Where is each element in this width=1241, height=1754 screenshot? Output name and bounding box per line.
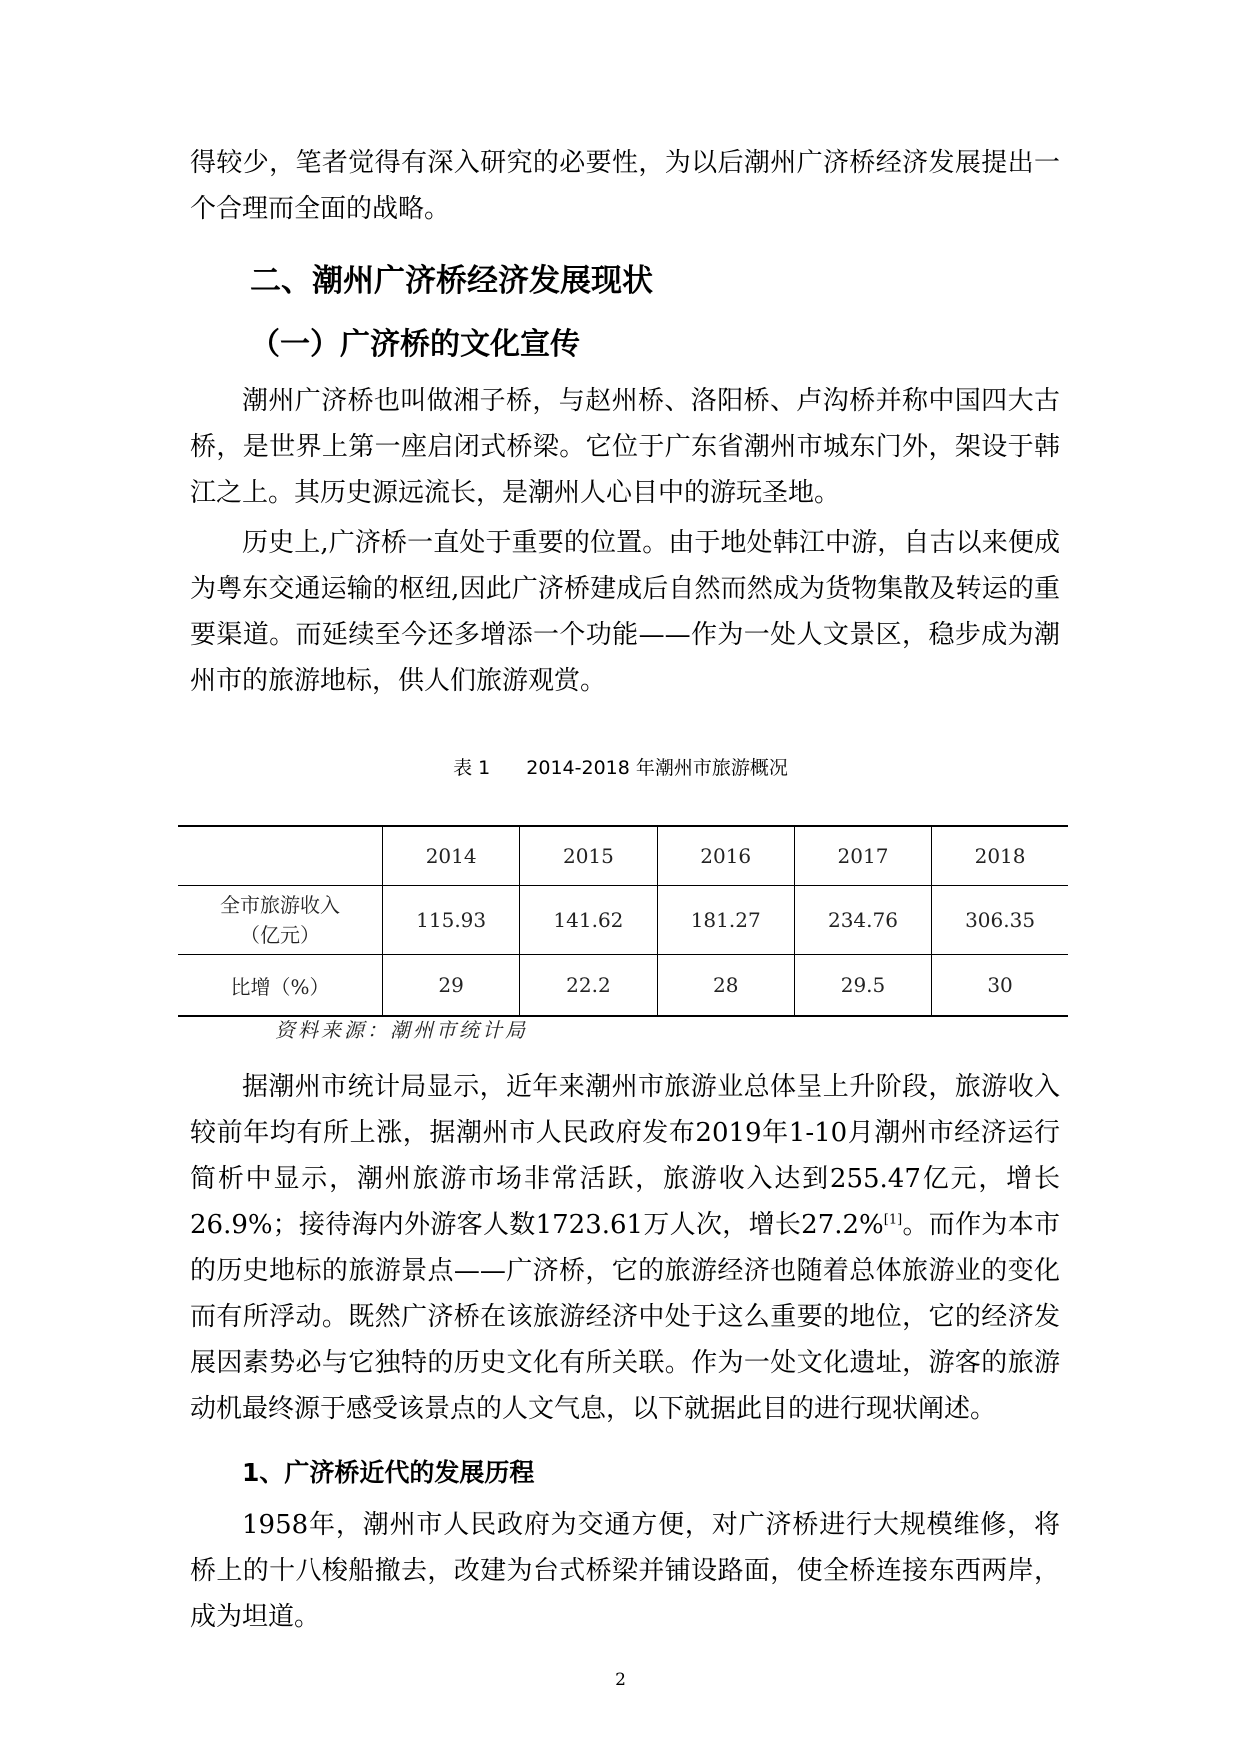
table-cell: 306.35: [932, 886, 1068, 955]
table-source-note: 资料来源：潮州市统计局: [275, 1018, 528, 1042]
table-cell: 30: [932, 955, 1068, 1017]
paragraph-statistics-part1: 据潮州市统计局显示，近年来潮州市旅游业总体呈上升阶段，旅游收入较前年均有所上涨，据潮州市人民政府发布2019年1-10月潮州市经济运行简析中显示，潮州旅游市场非常活跃，旅游收入达到255.47亿元，增长26.9%；接待海内外游客人数1723.61万人次，增长27.2%: [190, 1072, 1060, 1240]
subsection-heading: （一）广济桥的文化宣传: [250, 327, 580, 362]
table-cell: 181.27: [657, 886, 794, 955]
table-caption: [0, 754, 1241, 782]
tourism-table: [178, 825, 1068, 1017]
subsubsection-heading: 1、广济桥近代的发展历程: [242, 1458, 535, 1487]
paragraph-statistics-part2: 。而作为本市的历史地标的旅游景点——广济桥，它的旅游经济也随着总体旅游业的变化而有所浮动。既然广济桥在该旅游经济中处于这么重要的地位，它的经济发展因素势必与它独特的历史文化有所关联。作为一处文化遗址，游客的旅游动机最终源于感受该景点的人文气息，以下就据此目的进行现状阐述。: [190, 1210, 1060, 1424]
paragraph-modern-history: 1958年，潮州市人民政府为交通方便，对广济桥进行大规模维修，将桥上的十八梭船撤去，改建为台式桥梁并铺设路面，使全桥连接东西两岸，成为坦道。: [190, 1510, 1060, 1632]
row-label-line: 全市旅游收入: [220, 893, 340, 917]
table-caption-title: 2014-2018 年潮州市旅游概况: [526, 757, 788, 779]
table-cell: 28: [657, 955, 794, 1017]
table-row: [178, 955, 1068, 1017]
table-header-cell: 2015: [520, 826, 657, 886]
table-cell: 29: [383, 955, 520, 1017]
paragraph-bridge-history: 历史上,广济桥一直处于重要的位置。由于地处韩江中游，自古以来便成为粤东交通运输的枢纽,因此广济桥建成后自然而然成为货物集散及转运的重要渠道。而延续至今还多增添一个功能——作为一处人文景区，稳步成为潮州市的旅游地标，供人们旅游观赏。: [190, 528, 1060, 696]
table-corner-cell: [178, 826, 383, 886]
page-number: 2: [615, 1670, 626, 1690]
paragraph-bridge-intro: 潮州广济桥也叫做湘子桥，与赵州桥、洛阳桥、卢沟桥并称中国四大古桥，是世界上第一座启闭式桥梁。它位于广东省潮州市城东门外，架设于韩江之上。其历史源远流长，是潮州人心目中的游玩圣地。: [190, 386, 1060, 508]
table-header-cell: 2014: [383, 826, 520, 886]
table-row: [178, 886, 1068, 955]
table-cell: 29.5: [794, 955, 931, 1017]
section-heading: 二、潮州广济桥经济发展现状: [250, 263, 653, 299]
row-label-line: （亿元）: [240, 923, 320, 947]
table-cell: 115.93: [383, 886, 520, 955]
table-caption-label: 表 1: [453, 757, 491, 779]
citation-ref: [1]: [883, 1212, 903, 1228]
table-cell: 141.62: [520, 886, 657, 955]
table-row-label: [178, 886, 383, 955]
table-header-cell: 2017: [794, 826, 931, 886]
paragraph-intro-continuation: 得较少，笔者觉得有深入研究的必要性，为以后潮州广济桥经济发展提出一个合理而全面的战略。: [190, 148, 1060, 224]
table-header-row: [178, 826, 1068, 886]
table-cell: 234.76: [794, 886, 931, 955]
table-header-cell: 2016: [657, 826, 794, 886]
table-row-label: 比增（%）: [178, 955, 383, 1017]
table-cell: 22.2: [520, 955, 657, 1017]
paragraph-statistics: [190, 1064, 1060, 1432]
table-header-cell: 2018: [932, 826, 1068, 886]
